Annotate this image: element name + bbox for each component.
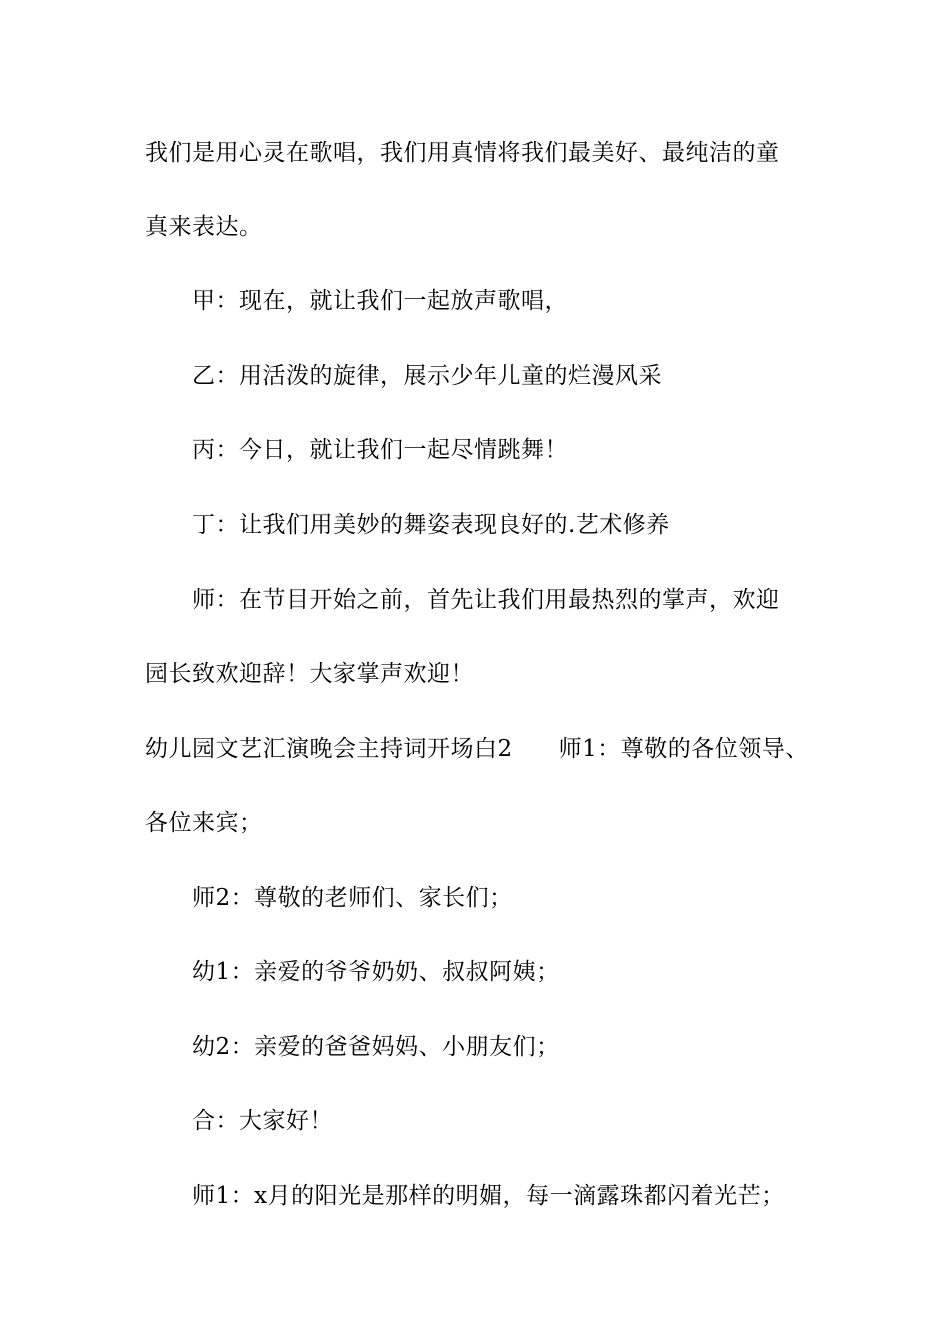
section-heading-line xyxy=(145,734,809,764)
dialogue-line: 幼1：亲爱的爷爷奶奶、叔叔阿姨； xyxy=(192,959,560,985)
paragraph-line: 园长致欢迎辞！大家掌声欢迎！ xyxy=(145,661,474,687)
dialogue-line: 师1：尊敬的各位领导、 xyxy=(558,736,809,762)
dialogue-line: 丙：今日，就让我们一起尽情跳舞！ xyxy=(192,437,568,463)
dialogue-line: 师：在节目开始之前，首先让我们用最热烈的掌声，欢迎 xyxy=(192,587,780,613)
dialogue-line: 师2：尊敬的老师们、家长们； xyxy=(192,885,513,911)
dialogue-line: 幼2：亲爱的爸爸妈妈、小朋友们； xyxy=(192,1034,560,1060)
dialogue-line: 甲：现在，就让我们一起放声歌唱， xyxy=(192,288,568,314)
paragraph-line: 真来表达。 xyxy=(145,214,263,240)
dialogue-line: 丁：让我们用美妙的舞姿表现良好的.艺术修养 xyxy=(192,512,670,538)
dialogue-line: 乙：用活泼的旋律，展示少年儿童的烂漫风采 xyxy=(192,363,662,389)
paragraph-line: 我们是用心灵在歌唱，我们用真情将我们最美好、最纯洁的童 xyxy=(145,140,780,166)
paragraph-line: 各位来宾； xyxy=(145,810,263,836)
dialogue-line: 师1：x月的阳光是那样的明媚，每一滴露珠都闪着光芒； xyxy=(192,1183,785,1209)
section-heading: 幼儿园文艺汇演晚会主持词开场白2 xyxy=(145,736,513,762)
dialogue-line: 合：大家好！ xyxy=(192,1108,333,1134)
